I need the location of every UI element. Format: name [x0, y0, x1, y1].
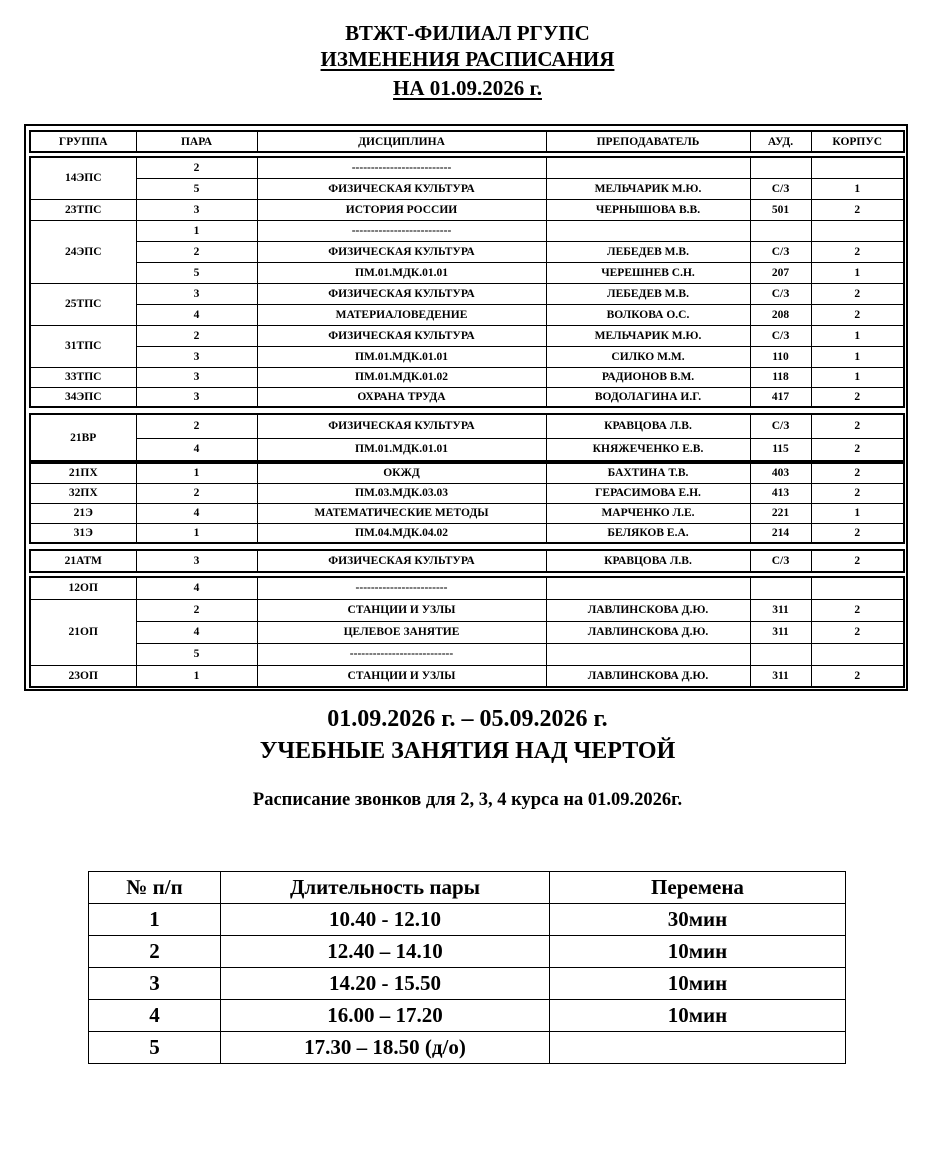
schedule-row — [30, 241, 904, 262]
group-cell: 21ОП — [30, 599, 136, 665]
room-cell: 311 — [750, 665, 811, 687]
discipline-cell: ФИЗИЧЕСКАЯ КУЛЬТУРА — [257, 283, 546, 304]
teacher-cell — [546, 157, 750, 178]
discipline-cell: ПМ.04.МДК.04.02 — [257, 523, 546, 543]
lesson-number-cell: 2 — [136, 325, 257, 346]
schedule-row — [30, 665, 904, 687]
group-cell: 21Э — [30, 503, 136, 523]
lesson-number-cell: 5 — [136, 262, 257, 283]
schedule-row — [30, 304, 904, 325]
bell-schedule-title: Расписание звонков для 2, 3, 4 курса на 01.09.2026г. — [252, 790, 683, 810]
lesson-number-cell: 3 — [136, 199, 257, 220]
building-cell: 1 — [811, 178, 904, 199]
discipline-cell: ФИЗИЧЕСКАЯ КУЛЬТУРА — [257, 550, 546, 572]
discipline-cell: ФИЗИЧЕСКАЯ КУЛЬТУРА — [257, 241, 546, 262]
bell-number-cell: 1 — [89, 904, 221, 936]
bell-duration-cell: 10.40 - 12.10 — [221, 904, 550, 936]
teacher-cell — [546, 220, 750, 241]
room-cell: 501 — [750, 199, 811, 220]
lesson-number-cell: 3 — [136, 387, 257, 407]
building-cell: 2 — [811, 199, 904, 220]
header-row — [30, 131, 904, 152]
column-header: ПРЕПОДАВАТЕЛЬ — [546, 131, 750, 152]
discipline-cell: ПМ.01.МДК.01.01 — [257, 262, 546, 283]
building-cell: 2 — [811, 241, 904, 262]
teacher-cell: МЕЛЬЧАРИК М.Ю. — [546, 178, 750, 199]
week-range: 01.09.2026 г. – 05.09.2026 г. — [327, 706, 608, 732]
lesson-number-cell: 4 — [136, 503, 257, 523]
room-cell: 311 — [750, 621, 811, 643]
lesson-number-cell: 4 — [136, 577, 257, 599]
bell-break-cell: 10мин — [550, 968, 846, 1000]
teacher-cell: ЛЕБЕДЕВ М.В. — [546, 241, 750, 262]
schedule-row — [30, 483, 904, 503]
bell-row — [89, 968, 846, 1000]
room-cell: 207 — [750, 262, 811, 283]
schedule-block — [29, 549, 905, 573]
teacher-cell: ЛАВЛИНСКОВА Д.Ю. — [546, 599, 750, 621]
document-date-text: НА 01.09.2026 г. — [393, 76, 542, 100]
discipline-cell: ОХРАНА ТРУДА — [257, 387, 546, 407]
teacher-cell: КНЯЖЕЧЕНКО Е.В. — [546, 438, 750, 461]
schedule-row — [30, 283, 904, 304]
room-cell: 311 — [750, 599, 811, 621]
bell-column-header: Длительность пары — [221, 872, 550, 904]
lesson-number-cell: 1 — [136, 523, 257, 543]
room-cell: 417 — [750, 387, 811, 407]
bell-break-cell: 30мин — [550, 904, 846, 936]
bell-row — [89, 904, 846, 936]
lesson-number-cell: 2 — [136, 599, 257, 621]
group-cell: 21АТМ — [30, 550, 136, 572]
lesson-number-cell: 1 — [136, 463, 257, 483]
study-notice: УЧЕБНЫЕ ЗАНЯТИЯ НАД ЧЕРТОЙ — [259, 738, 676, 764]
room-cell: 221 — [750, 503, 811, 523]
room-cell: 208 — [750, 304, 811, 325]
group-cell: 12ОП — [30, 577, 136, 599]
schedule-block — [29, 576, 905, 688]
room-cell — [750, 157, 811, 178]
lesson-number-cell: 5 — [136, 643, 257, 665]
discipline-cell: ФИЗИЧЕСКАЯ КУЛЬТУРА — [257, 325, 546, 346]
discipline-cell: -------------------------- — [257, 220, 546, 241]
bell-row — [89, 1000, 846, 1032]
lesson-number-cell: 4 — [136, 438, 257, 461]
schedule-row — [30, 346, 904, 367]
schedule-row — [30, 325, 904, 346]
room-cell: С/З — [750, 550, 811, 572]
document-title — [0, 46, 935, 72]
teacher-cell: ГЕРАСИМОВА Е.Н. — [546, 483, 750, 503]
group-cell: 24ЭПС — [30, 220, 136, 283]
group-cell: 21ПХ — [30, 463, 136, 483]
schedule-row — [30, 523, 904, 543]
group-cell: 31ТПС — [30, 325, 136, 367]
building-cell — [811, 577, 904, 599]
schedule-block — [29, 462, 905, 544]
room-cell: 110 — [750, 346, 811, 367]
schedule-row — [30, 599, 904, 621]
lesson-number-cell: 1 — [136, 665, 257, 687]
building-cell: 2 — [811, 463, 904, 483]
building-cell — [811, 643, 904, 665]
schedule-block — [29, 156, 905, 408]
lesson-number-cell: 2 — [136, 414, 257, 438]
college-title: ВТЖТ-ФИЛИАЛ РГУПС — [345, 21, 590, 45]
discipline-cell: ФИЗИЧЕСКАЯ КУЛЬТУРА — [257, 178, 546, 199]
group-cell: 25ТПС — [30, 283, 136, 325]
teacher-cell — [546, 643, 750, 665]
lesson-number-cell: 3 — [136, 346, 257, 367]
discipline-cell: ЦЕЛЕВОЕ ЗАНЯТИЕ — [257, 621, 546, 643]
discipline-cell: МАТЕМАТИЧЕСКИЕ МЕТОДЫ — [257, 503, 546, 523]
building-cell: 2 — [811, 283, 904, 304]
schedule-row — [30, 199, 904, 220]
building-cell: 1 — [811, 346, 904, 367]
teacher-cell: ЧЕРНЫШОВА В.В. — [546, 199, 750, 220]
column-header: ПАРА — [136, 131, 257, 152]
lesson-number-cell: 2 — [136, 241, 257, 262]
discipline-cell: --------------------------- — [257, 643, 546, 665]
building-cell: 2 — [811, 665, 904, 687]
discipline-cell: ПМ.01.МДК.01.02 — [257, 367, 546, 387]
column-header: ДИСЦИПЛИНА — [257, 131, 546, 152]
bell-break-cell: 10мин — [550, 1000, 846, 1032]
bell-duration-cell: 16.00 – 17.20 — [221, 1000, 550, 1032]
building-cell — [811, 157, 904, 178]
lesson-number-cell: 5 — [136, 178, 257, 199]
lesson-number-cell: 2 — [136, 157, 257, 178]
room-cell: 115 — [750, 438, 811, 461]
building-cell: 1 — [811, 262, 904, 283]
schedule-row — [30, 387, 904, 407]
room-cell: 214 — [750, 523, 811, 543]
bell-row — [89, 936, 846, 968]
building-cell: 1 — [811, 367, 904, 387]
teacher-cell — [546, 577, 750, 599]
teacher-cell: ЛАВЛИНСКОВА Д.Ю. — [546, 665, 750, 687]
teacher-cell: МАРЧЕНКО Л.Е. — [546, 503, 750, 523]
teacher-cell: ЛЕБЕДЕВ М.В. — [546, 283, 750, 304]
building-cell: 2 — [811, 438, 904, 461]
room-cell: С/З — [750, 178, 811, 199]
bell-number-cell: 3 — [89, 968, 221, 1000]
lesson-number-cell: 3 — [136, 550, 257, 572]
building-cell: 2 — [811, 550, 904, 572]
group-cell: 14ЭПС — [30, 157, 136, 199]
building-cell: 2 — [811, 304, 904, 325]
bell-duration-cell: 12.40 – 14.10 — [221, 936, 550, 968]
discipline-cell: МАТЕРИАЛОВЕДЕНИЕ — [257, 304, 546, 325]
bell-duration-cell: 14.20 - 15.50 — [221, 968, 550, 1000]
lesson-number-cell: 4 — [136, 304, 257, 325]
room-cell: 118 — [750, 367, 811, 387]
bell-column-header: № п/п — [89, 872, 221, 904]
discipline-cell: ПМ.01.МДК.01.01 — [257, 346, 546, 367]
schedule-row — [30, 463, 904, 483]
teacher-cell: КРАВЦОВА Л.В. — [546, 550, 750, 572]
schedule-row — [30, 438, 904, 461]
document-date — [0, 75, 935, 101]
schedule-row — [30, 414, 904, 438]
building-cell: 2 — [811, 414, 904, 438]
room-cell — [750, 220, 811, 241]
teacher-cell: БЕЛЯКОВ Е.А. — [546, 523, 750, 543]
teacher-cell: РАДИОНОВ В.М. — [546, 367, 750, 387]
schedule-row — [30, 178, 904, 199]
teacher-cell: БАХТИНА Т.В. — [546, 463, 750, 483]
room-cell: С/З — [750, 414, 811, 438]
bell-number-cell: 5 — [89, 1032, 221, 1064]
room-cell: С/З — [750, 241, 811, 262]
bell-number-cell: 2 — [89, 936, 221, 968]
bell-duration-cell: 17.30 – 18.50 (д/о) — [221, 1032, 550, 1064]
lesson-number-cell: 1 — [136, 220, 257, 241]
lesson-number-cell: 3 — [136, 283, 257, 304]
teacher-cell: ЛАВЛИНСКОВА Д.Ю. — [546, 621, 750, 643]
schedule-row — [30, 262, 904, 283]
discipline-cell: ИСТОРИЯ РОССИИ — [257, 199, 546, 220]
group-cell: 31Э — [30, 523, 136, 543]
building-cell: 2 — [811, 599, 904, 621]
bell-header-row — [89, 872, 846, 904]
discipline-cell: ПМ.01.МДК.01.01 — [257, 438, 546, 461]
group-cell: 21ВР — [30, 414, 136, 461]
building-cell: 2 — [811, 483, 904, 503]
bell-break-cell: 10мин — [550, 936, 846, 968]
document-title-text: ИЗМЕНЕНИЯ РАСПИСАНИЯ — [320, 47, 615, 71]
discipline-cell: ОКЖД — [257, 463, 546, 483]
discipline-cell: ------------------------ — [257, 577, 546, 599]
column-header: КОРПУС — [811, 131, 904, 152]
room-cell — [750, 577, 811, 599]
teacher-cell: ВОДОЛАГИНА И.Г. — [546, 387, 750, 407]
room-cell: С/З — [750, 325, 811, 346]
schedule-row — [30, 220, 904, 241]
lesson-number-cell: 4 — [136, 621, 257, 643]
discipline-cell: СТАНЦИИ И УЗЛЫ — [257, 665, 546, 687]
group-cell: 33ТПС — [30, 367, 136, 387]
schedule-row — [30, 503, 904, 523]
schedule-header — [29, 130, 905, 153]
column-header: ГРУППА — [30, 131, 136, 152]
discipline-cell: СТАНЦИИ И УЗЛЫ — [257, 599, 546, 621]
discipline-cell: ПМ.03.МДК.03.03 — [257, 483, 546, 503]
teacher-cell: ВОЛКОВА О.С. — [546, 304, 750, 325]
bell-row — [89, 1032, 846, 1064]
column-header: АУД. — [750, 131, 811, 152]
building-cell: 2 — [811, 387, 904, 407]
group-cell: 34ЭПС — [30, 387, 136, 407]
group-cell: 23ТПС — [30, 199, 136, 220]
discipline-cell: -------------------------- — [257, 157, 546, 178]
building-cell: 1 — [811, 503, 904, 523]
lesson-number-cell: 2 — [136, 483, 257, 503]
schedule-changes-table — [24, 124, 908, 691]
schedule-row — [30, 577, 904, 599]
lesson-number-cell: 3 — [136, 367, 257, 387]
room-cell: С/З — [750, 283, 811, 304]
room-cell: 403 — [750, 463, 811, 483]
building-cell — [811, 220, 904, 241]
bell-column-header: Перемена — [550, 872, 846, 904]
bell-number-cell: 4 — [89, 1000, 221, 1032]
group-cell: 32ПХ — [30, 483, 136, 503]
teacher-cell: ЧЕРЕШНЕВ С.Н. — [546, 262, 750, 283]
schedule-row — [30, 621, 904, 643]
schedule-row — [30, 157, 904, 178]
teacher-cell: МЕЛЬЧАРИК М.Ю. — [546, 325, 750, 346]
schedule-row — [30, 367, 904, 387]
discipline-cell: ФИЗИЧЕСКАЯ КУЛЬТУРА — [257, 414, 546, 438]
building-cell: 1 — [811, 325, 904, 346]
teacher-cell: СИЛКО М.М. — [546, 346, 750, 367]
bell-schedule-table — [88, 871, 846, 1064]
bell-break-cell — [550, 1032, 846, 1064]
schedule-row — [30, 550, 904, 572]
teacher-cell: КРАВЦОВА Л.В. — [546, 414, 750, 438]
schedule-row — [30, 643, 904, 665]
building-cell: 2 — [811, 523, 904, 543]
room-cell — [750, 643, 811, 665]
building-cell: 2 — [811, 621, 904, 643]
room-cell: 413 — [750, 483, 811, 503]
group-cell: 23ОП — [30, 665, 136, 687]
schedule-block — [29, 413, 905, 462]
